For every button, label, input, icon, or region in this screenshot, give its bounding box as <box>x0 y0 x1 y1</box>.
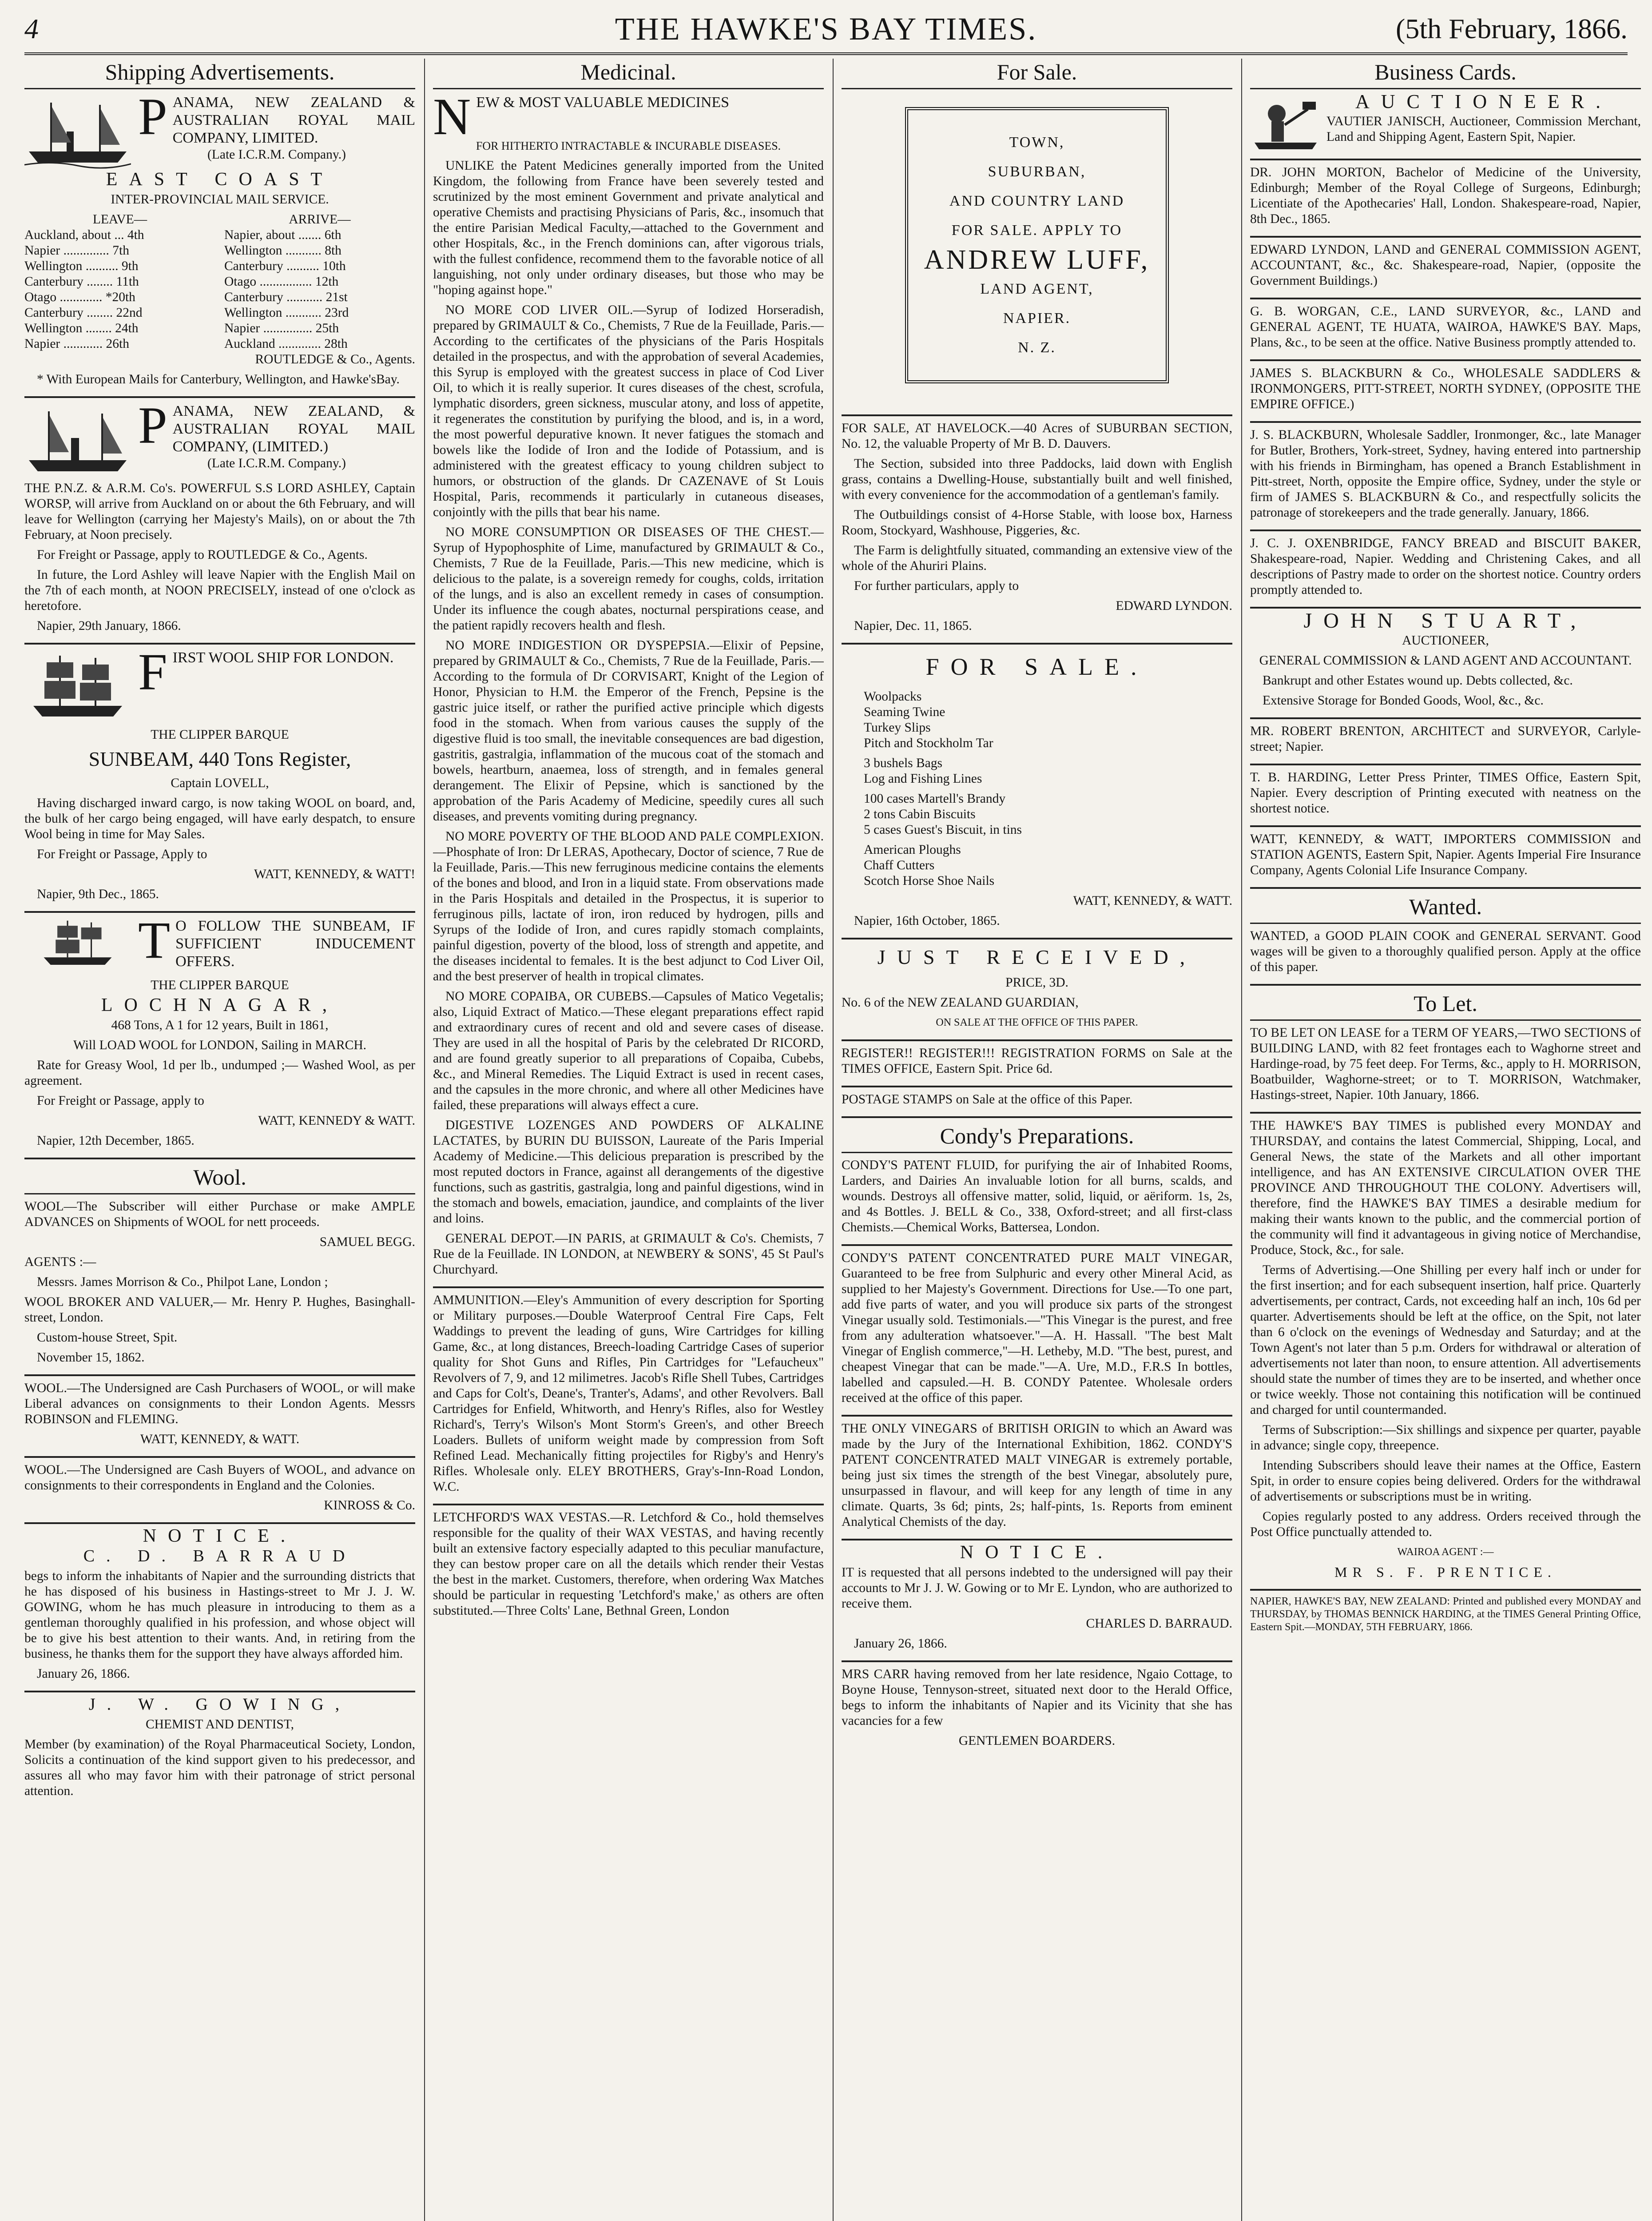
ad-paragraph: UNLIKE the Patent Medicines generally imported from the United Kingdom, the following from France have been severely tested and scrutinized by the most eminent Government and private analytical and operative Chemists and practising Physicians of Paris, &c., insomuch that the entire Parisian Medical Faculty,—attached to the Government and other Hospitals, &c., in the French dominions can, after vigorous trials, with the fullest confidence, recommend them to the favorable notice of all languishing, not only under ordinary diseases, but those who may be "hoping against hope." <box>433 159 824 297</box>
ad-date: Napier, 29th January, 1866. <box>37 619 181 633</box>
card-body: Bankrupt and other Estates wound up. Debts collected, &c. <box>1263 673 1573 688</box>
schedule-arrive: Napier, about ....... 6th <box>224 228 342 242</box>
ad-body: MRS CARR having removed from her late residence, Ngaio Cottage, to Boyne House, Tennyson-street, situated next door to the Herald Office, begs to inform the inhabitants of Napier and its Vicinity that she has vacancies for a few <box>842 1667 1232 1728</box>
schedule-arrive: Canterbury ........... 21st <box>224 290 348 304</box>
agent-name: ANDREW LUFF, <box>924 245 1150 275</box>
page-number: 4 <box>24 13 39 44</box>
route-title: EAST COAST <box>106 169 334 190</box>
ad-signature: SAMUEL BEGG. <box>319 1235 415 1249</box>
schedule-arrive: Napier ............... 25th <box>224 321 339 335</box>
ship-captain: Captain LOVELL, <box>171 776 269 790</box>
ad-body: Will LOAD WOOL for LONDON, Sailing in MARCH. <box>73 1038 367 1052</box>
column-rule <box>424 59 425 2221</box>
ad-subheading: FOR HITHERTO INTRACTABLE & INCURABLE DISEASES. <box>476 139 781 152</box>
ad-condy-vinegar <box>842 1250 1232 1417</box>
ad-just-received <box>842 944 1232 1041</box>
ad-heading: FIRST WOOL SHIP FOR LONDON. <box>138 643 394 701</box>
schedule-leave: Auckland, about ... 4th <box>24 228 144 242</box>
ad-body: Custom-house Street, Spit. <box>37 1330 178 1345</box>
ad-date: Napier, 9th Dec., 1865. <box>37 887 159 901</box>
ad-panama-mail <box>24 88 415 398</box>
ad-freight: For Freight or Passage, apply to <box>37 1094 204 1108</box>
notice-name: C. D. BARRAUD <box>83 1547 357 1565</box>
goods-list <box>864 756 1232 787</box>
card-auctioneer <box>1250 91 1641 160</box>
ad-register <box>842 1046 1232 1087</box>
ad-body: Messrs. James Morrison & Co., Philpot Lane, London ; <box>37 1275 328 1289</box>
box-line: N. Z. <box>1018 339 1056 356</box>
card-watt-kennedy <box>1250 832 1641 889</box>
ad-wool-begg <box>24 1199 415 1376</box>
ad-body: Having discharged inward cargo, is now taking WOOL on board, and, the bulk of her cargo being engaged, will have early despatch, to ensure Wool being in time for May Sales. <box>24 796 415 841</box>
section-title-business-cards: Business Cards. <box>1250 59 1641 89</box>
card-heading: JOHN STUART, <box>1303 609 1588 633</box>
ad-body: WOOL.—The Undersigned are Cash Purchasers of WOOL, or will make Liberal advances on consignments to their London Agents. Messrs ROBINSON and FLEMING. <box>24 1381 415 1426</box>
section-title-medicinal: Medicinal. <box>433 59 824 89</box>
agent-label: WAIROA AGENT :— <box>1397 1546 1494 1558</box>
box-line: NAPIER. <box>1003 310 1071 326</box>
ad-subheading: (Late I.C.R.M. Company.) <box>207 456 346 470</box>
ad-grimault-medicines <box>433 88 824 1288</box>
ad-heading: FOR SALE. <box>925 653 1148 680</box>
ad-name: J. W. GOWING, <box>88 1695 351 1714</box>
schedule-arrive: Auckland ............. 28th <box>224 337 348 351</box>
ad-ammunition <box>433 1293 824 1505</box>
ad-lochnagar <box>24 911 415 1159</box>
ad-body: The Section, subsided into three Paddocks, laid down with English grass, contains a Dwelling-House, substantially built and well finished, with every convenience for the accommodation of a gentleman's family. <box>842 457 1232 502</box>
ad-wool-kinross <box>24 1462 415 1524</box>
ad-date: Napier, 16th October, 1865. <box>854 914 1000 928</box>
notice-title: NOTICE. <box>960 1542 1114 1563</box>
schedule-leave: Napier .............. 7th <box>24 243 129 258</box>
schedule-leave: Canterbury ........ 11th <box>24 275 139 289</box>
box-line: TOWN, <box>1009 134 1065 151</box>
ad-condy-award <box>842 1421 1232 1540</box>
goods-list <box>864 791 1232 838</box>
notice-body: IT is requested that all persons indebted to the undersigned will pay their accounts to Mr J. J. W. Gowing or to Mr E. Lyndon, who are authorized to receive them. <box>842 1565 1232 1611</box>
box-line: AND COUNTRY LAND <box>949 193 1125 209</box>
ad-signature: WATT, KENNEDY, & WATT. <box>1073 894 1232 908</box>
card-stuart <box>1250 609 1641 719</box>
ad-body: CONDY'S PATENT FLUID, for purifying the air of Inhabited Rooms, Larders, and Dairies An invaluable lotion for all burns, scalds, and wounds. Destroys all offensive matter, solid, liquid, or aëriform. 1s, 2s, and 4s Bottles. J. BELL & Co., 338, Oxford-street; and all first-class Chemists.—Chemical Works, Battersea, London. <box>842 1158 1232 1234</box>
ad-body: FOR SALE, AT HAVELOCK.—40 Acres of SUBURBAN SECTION, No. 12, the valuable Property of Mr B. D. Dauvers. <box>842 421 1232 451</box>
card-morton <box>1250 165 1641 238</box>
mail-schedule <box>24 212 415 352</box>
ad-body: CONDY'S PATENT CONCENTRATED PURE MALT VINEGAR, Guaranteed to be free from Sulphuric and every other Mineral Acid, as supplied to her Majesty's Government. Directions for Use.—To one part, add five parts of water, and you will produce six parts of the strongest Vinegar usually sold. Testimonials.—"This Vinegar is the purest, and free from any adulteration whatsoever."—A. H. Hassall. "The best Malt Vinegar of English commerce,"—H. Letheby, M.D. "The best, purest, and cheapest Vinegar that can be made."—A. Ure, M.D., F.R.S In bottles, labelled and capsuled.—H. B. CONDY Patentee. Wholesale orders received at the office of this paper. <box>842 1251 1232 1405</box>
card-lyndon <box>1250 242 1641 299</box>
schedule-leave: Canterbury ........ 22nd <box>24 306 143 320</box>
card-body: MR. ROBERT BRENTON, ARCHITECT and SURVEYOR, Carlyle-street; Napier. <box>1250 724 1641 754</box>
column-business-cards <box>1250 59 1641 2221</box>
goods-list <box>864 842 1232 889</box>
ad-date: November 15, 1862. <box>37 1350 145 1365</box>
ad-body: ON SALE AT THE OFFICE OF THIS PAPER. <box>936 1017 1138 1028</box>
card-blackburn-co <box>1250 366 1641 423</box>
terms-paragraph: Terms of Advertising.—One Shilling per every half inch or under for the first insertion; and for each subsequent insertion, half price. Quarterly advertisements, per contract, Cards, not exceeding half an inch, 10s 6d per quarter. Advertisements should be left at the office, on the Spit, not later than 6 o'clock on the evenings of Wednesday and Saturday; and at the Town Agent's not later than 5 p.m. Orders for withdrawal or alteration of advertisements not later than noon, to ensure attention. All advertisements should state the number of times they are to be inserted, and whether once or twice weekly. Those not containing this notification will be continued and charged for until countermanded. <box>1250 1263 1641 1417</box>
list-item: Scotch Horse Shoe Nails <box>864 874 995 888</box>
schedule-arrive: Canterbury .......... 10th <box>224 259 346 273</box>
card-body: EDWARD LYNDON, LAND and GENERAL COMMISSION AGENT, ACCOUNTANT, &c., &c. Shakespeare-road, Napier, (opposite the Government Buildings.) <box>1250 243 1641 288</box>
section-title-to-let: To Let. <box>1250 990 1641 1021</box>
list-item: Seaming Twine <box>864 705 945 719</box>
ad-subheading: (Late I.C.R.M. Company.) <box>207 147 346 162</box>
ad-body: THE P.N.Z. & A.R.M. Co's. POWERFUL S.S LORD ASHLEY, Captain WORSP, will arrive from Auckland on or about the 6th February, and will leave for Wellington (carrying her Majesty's Mails), on or about the 7th February, at Noon precisely. <box>24 481 415 542</box>
issue-date: (5th February, 1866. <box>1396 13 1628 44</box>
leave-header: LEAVE— <box>92 212 147 227</box>
ad-agents: WATT, KENNEDY, & WATT! <box>254 867 415 881</box>
ad-body: WANTED, a GOOD PLAIN COOK and GENERAL SERVANT. Good wages will be given to a thoroughly qualified person. Apply at the office of this paper. <box>1250 929 1641 974</box>
ad-goods-for-sale <box>842 649 1232 939</box>
ad-mrs-carr <box>842 1667 1232 1758</box>
ad-paragraph: NO MORE POVERTY OF THE BLOOD AND PALE COMPLEXION.—Phosphate of Iron: Dr LERAS, Apothecary, Doctor of science, 7 Rue de la Feuillade, Paris.—This new ferruginous medicine contains the elements of the bones and blood, and Iron in a liquid state. From observations made in the Paris Hospitals and detailed in the Prospectus, it is superior to ferruginous pills, lactate of iron, iron reduced by hydrogen, pills and Syrups of the Iodide of Iron, and cures rapidly stomach complaints, painful digestion, poverty of the blood, loss of strength and appetite, and the diseases incidental to females. It is the best adjunct to Cod Liver Oil, and the best preserver of health in tropical climates. <box>433 829 824 983</box>
ad-body: For further particulars, apply to <box>854 579 1019 593</box>
ad-body: POSTAGE STAMPS on Sale at the office of this Paper. <box>842 1092 1133 1107</box>
terms-of-publication <box>1250 1118 1641 1591</box>
goods-list <box>864 689 1232 751</box>
ad-body: The Farm is delightfully situated, commanding an extensive view of the whole of the Ahuriri Plains. <box>842 543 1232 573</box>
ship-name: LOCHNAGAR, <box>101 995 339 1015</box>
notice-barraud-accounts <box>842 1542 1232 1662</box>
sailing-ship-icon <box>24 917 131 975</box>
ad-heading: PANAMA, NEW ZEALAND, & AUSTRALIAN ROYAL MAIL COMPANY, (LIMITED.) <box>138 396 415 455</box>
ad-body: AMMUNITION.—Eley's Ammunition of every description for Sporting or Military purposes.—Double Waterproof Central Fire Caps, Felt Waddings to prevent the leading of guns, Wire Cartridges for killing Game, &c., at long distances, Breech-loading Cartridge Cases of superior quality for Shot Guns and Rifles, Pin Cartridges for "Lefaucheux" Revolvers of 7, 9, and 12 milimetres. Jacob's Rifle Shell Tubes, Cartridges and Caps for Colt's, Deane's, Tranter's, Adams', and other Revolvers. Ball Cartridges for Enfield, Whitworth, and Henry's Rifles, also for Westley Richard's, Terry's Wilson's Mont Storm's Green's, and other Breech Loaders. Bullets of uniform weight made by compression from Soft Refined Lead. Mechanically fitting projectiles for Rigby's and Henry's Rifles. Wholesale only. ELEY BROTHERS, Gray's-Inn-Road London, W.C. <box>433 1293 824 1494</box>
steamship-icon <box>24 402 131 478</box>
ad-letchford <box>433 1510 824 1628</box>
notice-signature: CHARLES D. BARRAUD. <box>1086 1616 1232 1631</box>
ad-paragraph: GENERAL DEPOT.—IN PARIS, at GRIMAULT & Co's. Chemists, 7 Rue de la Feuillade. IN LONDON, at NEWBERY & SONS', 45 St Paul's Churchyard. <box>433 1231 824 1277</box>
ad-heading: JUST RECEIVED, <box>877 946 1197 968</box>
notice-date: January 26, 1866. <box>854 1636 947 1651</box>
list-item: 2 tons Cabin Biscuits <box>864 807 976 821</box>
card-oxenbridge <box>1250 536 1641 609</box>
card-subheading: GENERAL COMMISSION & LAND AGENT AND ACCOUNTANT. <box>1259 653 1632 668</box>
ad-body: GENTLEMEN BOARDERS. <box>958 1734 1116 1748</box>
arrive-header: ARRIVE— <box>289 212 351 227</box>
ad-sunbeam <box>24 643 415 913</box>
route-subtitle: INTER-PROVINCIAL MAIL SERVICE. <box>111 192 329 207</box>
ad-body: In future, the Lord Ashley will leave Napier with the English Mail on the 7th of each month, at NOON PRECISELY, instead of one o'clock as heretofore. <box>24 568 415 613</box>
ship-name: SUNBEAM, 440 Tons Register, <box>88 748 351 770</box>
ad-date: Napier, 12th December, 1865. <box>37 1134 195 1148</box>
ad-paragraph: NO MORE COD LIVER OIL.—Syrup of Iodized Horseradish, prepared by GRIMAULT & Co., Chemists, 7 Rue de la Feuillade, Paris.—According to the certificates of the physicians of the Paris Hospitals detailed in the prospectus, and with the approbation of several Academies, this Syrup is employed with the greatest success in place of Cod Liver Oil, to which it is really superior. It cures diseases of the chest, scrofula, lymphatic disorders, green sickness, muscular atony, and loss of appetite, it regenerates the constitution by purifying the blood, and is, in a word, the most powerful depurative known. It never fatigues the stomach and bowels like the Iodide of Iron and the Iodide of Potassium, and is administered with the greatest efficacy to young children subject to humors, or obstruction of the glands. Dr CAZENAVE of St Louis Hospital, Paris, recommends it particularly in cutaneous diseases, conjointly with the pills that bear his name. <box>433 303 824 519</box>
ad-freight: For Freight or Passage, Apply to <box>37 847 207 861</box>
ad-body: THE ONLY VINEGARS of BRITISH ORIGIN to which an Award was made by the Jury of the International Exhibition, 1862. CONDY'S PATENT CONCENTRATED MALT VINEGAR is extremely portable, being just six times the strength of the best Vinegar, absolutely pure, unsurpassed in flavour, and will keep for any length of time in any climate. Quarts, 3s 6d; pints, 2s; half-pints, 1s. Reports from eminent Analytical Chemists of the day. <box>842 1421 1232 1529</box>
column-rule <box>833 59 834 2221</box>
ad-wool-watt <box>24 1381 415 1458</box>
ad-body: TO BE LET ON LEASE for a TERM OF YEARS,—TWO SECTIONS of BUILDING LAND, with 82 feet frontages each to Waghorne street and Hardinge-road, by 75 feet deep. For Terms, &c., apply to H. MORRISON, Boatbuilder, Waghorne-street; or to T. MORRISON, Watchmaker, Hastings-street, Napier. 10th January, 1866. <box>1250 1026 1641 1102</box>
notice-date: January 26, 1866. <box>37 1667 130 1681</box>
ad-agents: WATT, KENNEDY & WATT. <box>258 1114 415 1128</box>
list-item: 3 bushels Bags <box>864 756 942 770</box>
terms-paragraph: Terms of Subscription:—Six shillings and sixpence per quarter, payable in advance; single copy, threepence. <box>1250 1423 1641 1453</box>
section-title-shipping: Shipping Advertisements. <box>24 59 415 89</box>
card-worgan <box>1250 304 1641 361</box>
ad-paragraph: NO MORE COPAIBA, OR CUBEBS.—Capsules of Matico Vegetalis; also, Liquid Extract of Matico.—These elegant preparations effect rapid and extraordinary cures of recent and old and severe cases of disease. They are used in all the hospital of Paris by the celebrated Dr RICORD, and are found greatly superior to all preparations of Copaiba, Cubebs, &c., and Mineral Remedies. The Liquid Extract is used in recent cases, and the capsules in the more chronic, and where all other Medicines have failed, these preparations will always effect a cure. <box>433 989 824 1112</box>
ad-to-let <box>1250 1025 1641 1114</box>
ad-andrew-luff <box>842 107 1232 416</box>
schedule-arrive: Otago ................ 12th <box>224 275 339 289</box>
card-body: VAUTIER JANISCH, Auctioneer, Commission Merchant, Land and Shipping Agent, Eastern Spit, Napier. <box>1326 114 1641 144</box>
box-line: LAND AGENT, <box>980 281 1094 297</box>
card-brenton <box>1250 724 1641 765</box>
section-title-condys: Condy's Preparations. <box>842 1122 1232 1153</box>
ad-body: LETCHFORD'S WAX VESTAS.—R. Letchford & Co., hold themselves responsible for the quality of their WAX VESTAS, and having recently built an extensive factory especially adapted to this peculiar manufacture, they can bestow proper care on all the details which render their Vestas the best in the market. Customers, therefore, when ordering Wax Matches should be particular in requesting 'Letchford's make,' as others are often substituted.—Three Colts' Lane, Bethnal Green, London <box>433 1510 824 1618</box>
list-item: Chaff Cutters <box>864 858 935 872</box>
ad-body: Member (by examination) of the Royal Pharmaceutical Society, London, Solicits a continuation of the kind support given to his predecessor, and assures all who may favor him with their patronage of strict personal attention. <box>24 1737 415 1798</box>
ad-paragraph: NO MORE CONSUMPTION OR DISEASES OF THE CHEST.—Syrup of Hypophosphite of Lime, manufactured by GRIMAULT & Co., Chemists, 7 Rue de la Feuillade, Paris.—This new medicine, which is delicious to the palate, is a sovereign remedy for coughs, colds, irritation of the lungs, and is also an excellent remedy in cases of consumption. Under its influence the cough abates, nocturnal perspirations cease, and the patient rapidly recovers health and flesh. <box>433 525 824 633</box>
list-item: Turkey Slips <box>864 720 931 735</box>
ad-label: AGENTS :— <box>24 1255 96 1269</box>
ad-subheading: THE CLIPPER BARQUE <box>151 728 289 742</box>
auctioneer-emblem-icon <box>1250 94 1321 151</box>
card-body: Extensive Storage for Bonded Goods, Wool, &c., &c. <box>1263 693 1544 708</box>
ad-postage <box>842 1092 1232 1118</box>
imprint-text: NAPIER, HAWKE'S BAY, NEW ZEALAND: Printed and published every MONDAY and THURSDAY, by THOMAS BENNICK HARDING, at the TIMES General Printing Office, Eastern Spit.—MONDAY, 5TH FEBRUARY, 1866. <box>1250 1596 1641 1633</box>
sailing-ship-icon <box>24 649 131 724</box>
terms-paragraph: Intending Subscribers should leave their names at the Office, Eastern Spit, in order to ensure copies being delivered. Orders for the withdrawal of advertisements or subscriptions must be in writing. <box>1250 1458 1641 1504</box>
schedule-leave: Otago ............. *20th <box>24 290 135 304</box>
column-shipping <box>24 59 415 2221</box>
card-body: J. C. J. OXENBRIDGE, FANCY BREAD and BISCUIT BAKER, Shakespeare-road, Napier. Wedding and Christening Cakes, and all descriptions of Pastry made to order on the shortest notice. Country orders promptly attended to. <box>1250 536 1641 597</box>
card-heading: AUCTIONEER. <box>1355 91 1612 112</box>
ad-signature: WATT, KENNEDY, & WATT. <box>140 1432 300 1446</box>
terms-paragraph: THE HAWKE'S BAY TIMES is published every MONDAY and THURSDAY, and contains the latest Commercial, Shipping, Local, and General News, the state of the Markets and all other important intelligence, and has AN EXTENSIVE CIRCULATION OVER THE PROVINCE AND THROUGHOUT THE COLONY. Advertisers will, therefore, find the HAWKE'S BAY TIMES a desirable medium for making their wants known to the public, and the commercial portion of the community will find it advantageous in giving notice of Merchandise, Produce, Stock, &c., for sale. <box>1250 1118 1641 1257</box>
ad-gowing <box>24 1697 415 1808</box>
ad-freight: For Freight or Passage, apply to ROUTLEDGE & Co., Agents. <box>37 548 368 562</box>
card-body: T. B. HARDING, Letter Press Printer, TIMES Office, Eastern Spit, Napier. Every description of Printing executed with neatness on the shortest notice. <box>1250 770 1641 816</box>
ad-date: Napier, Dec. 11, 1865. <box>854 619 972 633</box>
column-medicinal <box>433 59 824 2221</box>
schedule-arrive: Wellington ........... 8th <box>224 243 342 258</box>
card-subheading: AUCTIONEER, <box>1402 633 1489 648</box>
section-title-wool: Wool. <box>24 1164 415 1194</box>
imprint <box>1250 1595 1641 1643</box>
ad-body: 468 Tons, A 1 for 12 years, Built in 1861, <box>111 1018 329 1032</box>
list-item: Woolpacks <box>864 689 922 704</box>
ad-paragraph: NO MORE INDIGESTION OR DYSPEPSIA.—Elixir of Pepsine, prepared by GRIMAULT & Co., Chemists, 7 Rue de la Feuillade, Paris.—According to the formula of Dr CORVISART, Knight of the Legion of Honor, Physician to H.M. the Emperor of the French, Pepsine is the gastric juice itself, or rather the purified active principle which digests food in the stomach. When from various causes the supply of the digestive fluid is too small, the inevitable consequences are bad digestion, gastritis, gastralgia, inflammation of the mucous coat of the stomach and bowels, heartburn, anaemea, loss of strength, and in females general derangement. The Elixir of Pepsine, which is sanctioned by the approbation of the Paris Academy of Medicine, speedily cures all such diseases, and prevents vomiting during pregnancy. <box>433 638 824 824</box>
ad-note: * With European Mails for Canterbury, Wellington, and Hawke'sBay. <box>37 372 400 386</box>
ad-lord-ashley <box>24 396 415 645</box>
masthead <box>24 8 1628 55</box>
ad-body: No. 6 of the NEW ZEALAND GUARDIAN, <box>842 995 1079 1010</box>
list-item: Log and Fishing Lines <box>864 772 982 786</box>
ad-price: PRICE, 3D. <box>1005 975 1068 990</box>
card-blackburn <box>1250 427 1641 531</box>
ad-heading: TO FOLLOW THE SUNBEAM, IF SUFFICIENT INDUCEMENT OFFERS. <box>138 911 415 970</box>
card-body: WATT, KENNEDY, & WATT, IMPORTERS COMMISSION and STATION AGENTS, Eastern Spit, Napier. Agents Imperial Fire Insurance Company, Agents Colonial Life Insurance Company. <box>1250 832 1641 877</box>
ad-body: Rate for Greasy Wool, 1d per lb., undumped ;— Washed Wool, as per agreement. <box>24 1058 415 1088</box>
card-body: J. S. BLACKBURN, Wholesale Saddler, Ironmonger, &c., late Manager for Butler, Brothers, York-street, Sydney, having entered into partnership with his friends in Birmingham, has opened a Branch Establishment in Pitt-street, North, opposite the Empire office, Sydney, under the style or firm of JAMES S. BLACKBURN & Co., and respectfully solicits the patronage of storekeepers and the trade generally. January, 1866. <box>1250 428 1641 520</box>
schedule-leave: Wellington .......... 9th <box>24 259 139 273</box>
card-body: DR. JOHN MORTON, Bachelor of Medicine of the University, Edinburgh; Member of the Royal College of Surgeons, Edinburgh; Licentiate of the Apothecaries' Hall, London. Shakespeare-road, Napier, 8th Dec., 1865. <box>1250 165 1641 226</box>
section-title-for-sale: For Sale. <box>842 59 1232 89</box>
section-title-wanted: Wanted. <box>1250 893 1641 924</box>
box-line: FOR SALE. APPLY TO <box>951 222 1123 239</box>
newspaper-title: THE HAWKE'S BAY TIMES. <box>615 11 1037 47</box>
ad-body: WOOL.—The Undersigned are Cash Buyers of WOOL, and advance on consignments to their correspondents in England and the Colonies. <box>24 1463 415 1493</box>
ad-wanted-cook <box>1250 928 1641 986</box>
ad-body: WOOL—The Subscriber will either Purchase or make AMPLE ADVANCES on Shipments of WOOL for nett proceeds. <box>24 1199 415 1229</box>
card-harding <box>1250 770 1641 827</box>
notice-barraud <box>24 1528 415 1692</box>
notice-title: NOTICE. <box>143 1526 297 1546</box>
ad-heading: NEW & MOST VALUABLE MEDICINES <box>433 88 730 146</box>
ad-body: WOOL BROKER AND VALUER,— Mr. Henry P. Hughes, Basinghall-street, London. <box>24 1295 415 1325</box>
ad-agents: ROUTLEDGE & Co., Agents. <box>255 352 415 366</box>
bordered-land-notice <box>905 107 1169 383</box>
ad-subheading: THE CLIPPER BARQUE <box>151 978 289 992</box>
ad-signature: KINROSS & Co. <box>324 1498 415 1513</box>
ad-havelock <box>842 421 1232 645</box>
ad-heading: PANAMA, NEW ZEALAND & AUSTRALIAN ROYAL MAIL COMPANY, LIMITED. <box>138 88 415 146</box>
ad-body: REGISTER!! REGISTER!!! REGISTRATION FORMS on Sale at the TIMES OFFICE, Eastern Spit. Price 6d. <box>842 1046 1232 1076</box>
ad-signature: EDWARD LYNDON. <box>1116 599 1232 613</box>
terms-paragraph: Copies regularly posted to any address. Orders received through the Post Office punctually attended to. <box>1250 1509 1641 1539</box>
list-item: Pitch and Stockholm Tar <box>864 736 993 750</box>
list-item: American Ploughs <box>864 843 961 857</box>
ad-subheading: CHEMIST AND DENTIST, <box>145 1717 294 1731</box>
schedule-arrive: Wellington ........... 23rd <box>224 306 349 320</box>
schedule-leave: Wellington ........ 24th <box>24 321 139 335</box>
schedule-leave: Napier ............ 26th <box>24 337 129 351</box>
ad-body: The Outbuildings consist of 4-Horse Stable, with loose box, Harness Room, Stockyard, Washhouse, Piggeries, &c. <box>842 508 1232 537</box>
list-item: 100 cases Martell's Brandy <box>864 792 1006 806</box>
column-for-sale <box>842 59 1232 2221</box>
card-body: G. B. WORGAN, C.E., LAND SURVEYOR, &c., LAND and GENERAL AGENT, TE HUATA, WAIROA, HAWKE'S BAY. Maps, Plans, &c., to be seen at the office. Native Business promptly attended to. <box>1250 304 1641 350</box>
list-item: 5 cases Guest's Biscuit, in tins <box>864 823 1022 837</box>
notice-body: begs to inform the inhabitants of Napier and the surrounding districts that he has disposed of his business in Hastings-street to Mr J. J. W. GOWING, whom he has much pleasure in introducing to them as a gentleman thoroughly qualified in his profession, and whose object will be to give his best attention to their wants. And, in retiring from the business, he thanks them for the support they have always afforded him. <box>24 1569 415 1661</box>
column-rule <box>1241 59 1242 2221</box>
ad-condy-fluid <box>842 1158 1232 1246</box>
card-body: JAMES S. BLACKBURN & Co., WHOLESALE SADDLERS & IRONMONGERS, PITT-STREET, NORTH SYDNEY, (OPPOSITE THE EMPIRE OFFICE.) <box>1250 366 1641 411</box>
ad-paragraph: DIGESTIVE LOZENGES AND POWDERS OF ALKALINE LACTATES, by BURIN DU BUISSON, Laureate of the Paris Imperial Academy of Medicine.—This delicious preparation is prescribed by the most reputed doctors in France, against all derangements of the digestive functions, such as gastritis, gastralgia, long and painful digestions, wind in the stomach and bowels, emaciation, jaundice, and complaints of the liver and loins. <box>433 1118 824 1226</box>
steamship-icon <box>24 94 131 169</box>
agent-name: MR S. F. PRENTICE. <box>1334 1564 1557 1580</box>
box-line: SUBURBAN, <box>988 163 1086 180</box>
